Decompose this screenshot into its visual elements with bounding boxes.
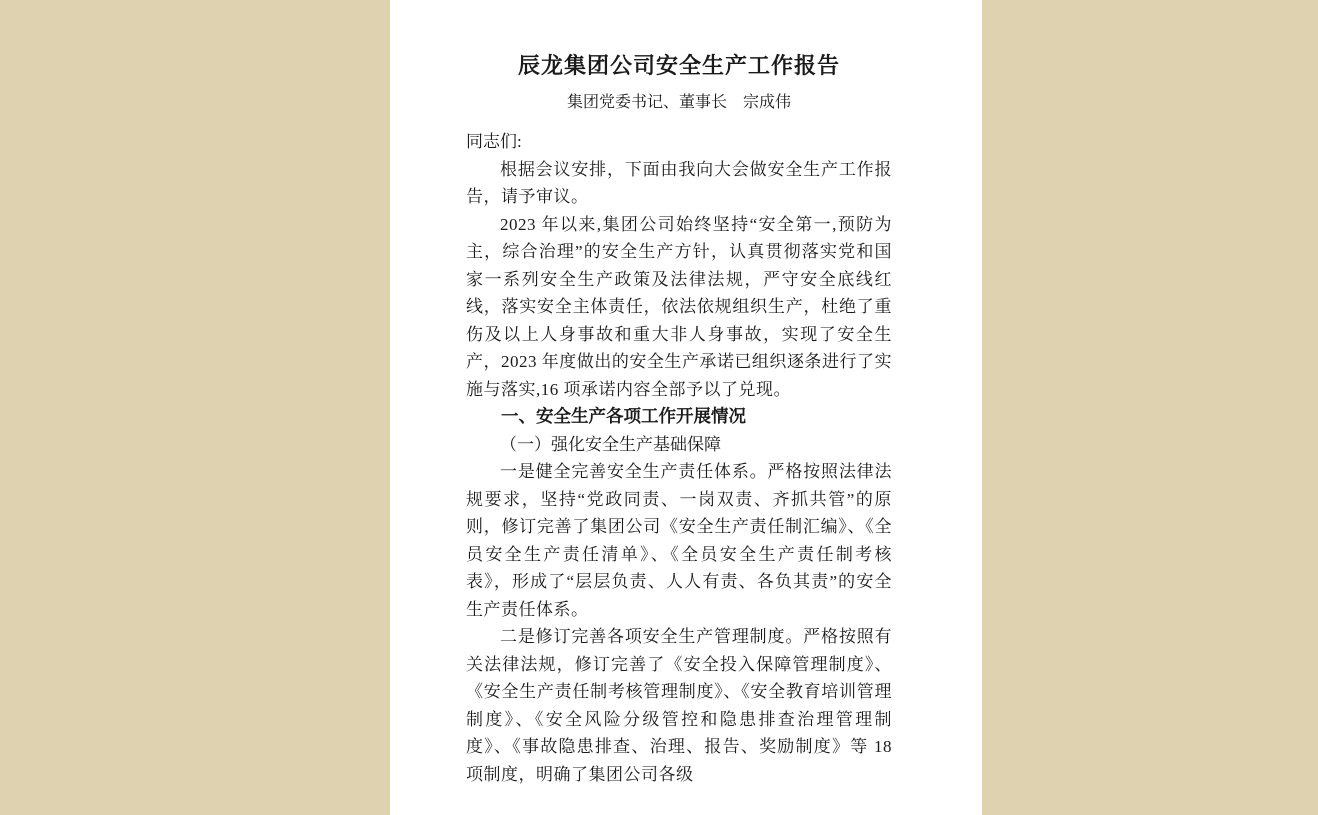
document-title: 辰龙集团公司安全生产工作报告	[517, 53, 840, 78]
body-paragraph: 二是修订完善各项安全生产管理制度。严格按照有关法律法规，修订完善了《安全投入保障管理制度》、《安全生产责任制考核管理制度》、《安全教育培训管理制度》、《安全风险分级管控和隐患排查治理管理制度》、《事故隐患排查、治理、报告、奖励制度》等 18 项制度，明确了集团公司各级	[466, 627, 892, 784]
intro-paragraph: 根据会议安排，下面由我向大会做安全生产工作报告，请予审议。	[466, 159, 892, 206]
section-heading: 一、安全生产各项工作开展情况	[501, 406, 746, 426]
intro-paragraph: 2023 年以来,集团公司始终坚持“安全第一,预防为主，综合治理”的安全生产方针，认真贯彻落实党和国家一系列安全生产政策及法律法规，严守安全底线红线，落实安全主体责任，依法依规组织生产，杜绝了重伤及以上人身事故和重大非人身事故，实现了安全生产，2023 年度做出的安全生产承诺已组织逐条进行了实施与落实,16 项承诺内容全部予以了兑现。	[466, 214, 892, 399]
salutation-line: 同志们:	[466, 132, 522, 151]
document-page	[390, 0, 982, 815]
subsection-heading: （一）强化安全生产基础保障	[500, 434, 721, 454]
body-paragraph: 一是健全完善安全生产责任体系。严格按照法律法规要求，坚持“党政同责、一岗双责、齐抓共管”的原则，修订完善了集团公司《安全生产责任制汇编》、《全员安全生产责任清单》、《全员安全生产责任制考核表》，形成了“层层负责、人人有责、各负其责”的安全生产责任体系。	[466, 462, 892, 619]
document-byline: 集团党委书记、董事长 宗成伟	[566, 94, 791, 111]
